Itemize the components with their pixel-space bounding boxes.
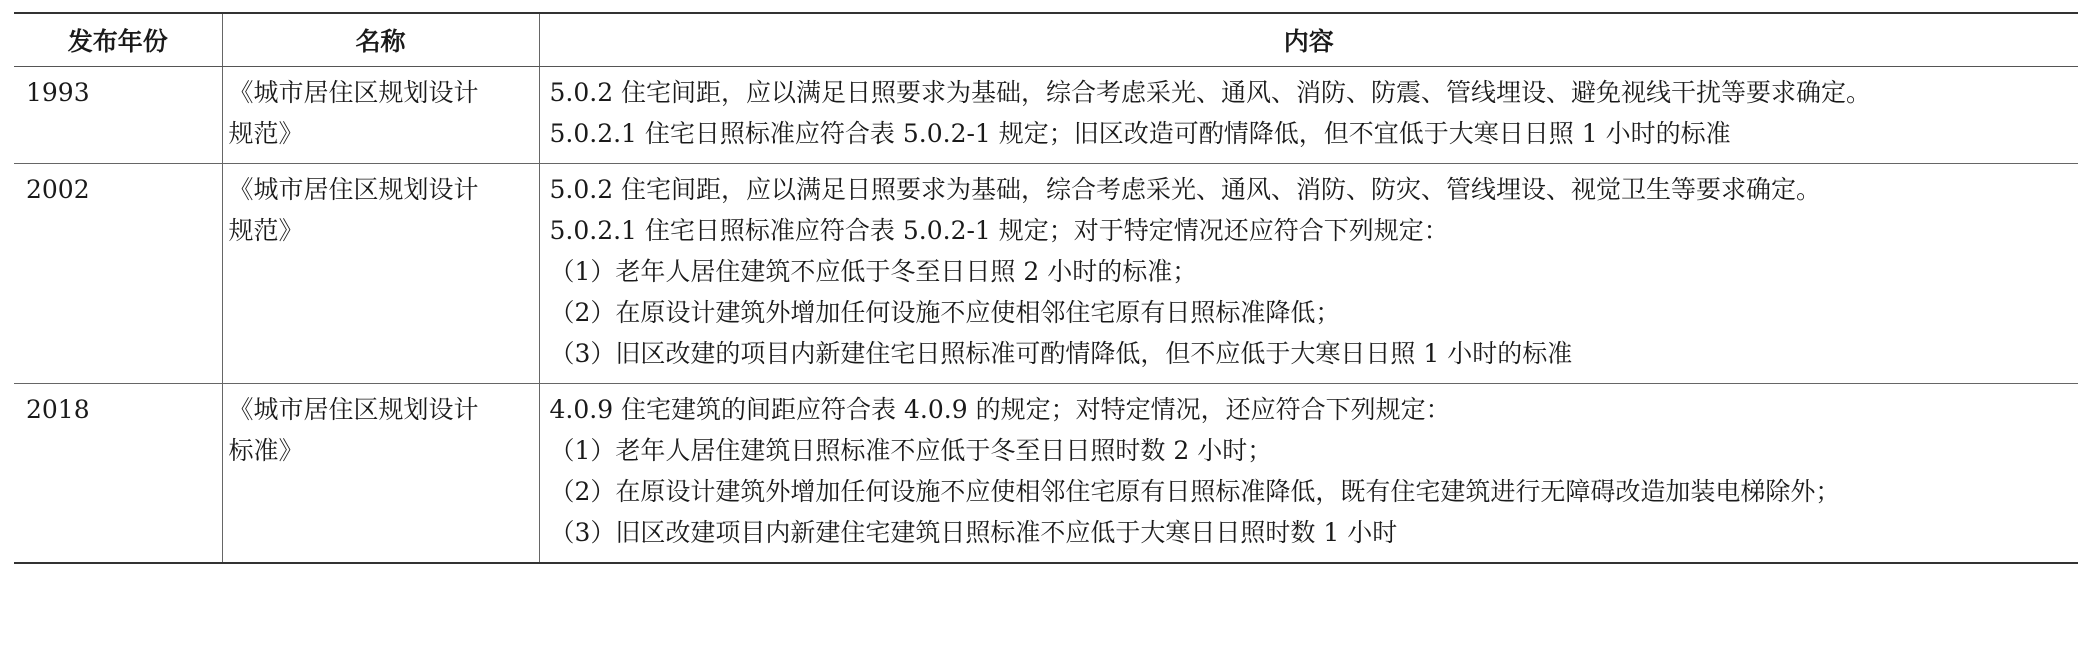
name-line: 规范》: [228, 216, 304, 245]
content-line: （2）在原设计建筑外增加任何设施不应使相邻住宅原有日照标准降低；: [549, 298, 1341, 327]
table-row: [14, 164, 2078, 384]
cell-year: [14, 384, 222, 564]
content-line: 5.0.2 住宅间距，应以满足日照要求为基础，综合考虑采光、通风、消防、防灾、管线埋设、视觉卫生等要求确定。: [549, 175, 1822, 204]
header-year: 发布年份: [14, 13, 222, 67]
content-line: （2）在原设计建筑外增加任何设施不应使相邻住宅原有日照标准降低，既有住宅建筑进行无障碍改造加装电梯除外；: [549, 477, 1841, 506]
content-line: 5.0.2.1 住宅日照标准应符合表 5.0.2-1 规定；对于特定情况还应符合下列规定：: [549, 216, 1449, 245]
table-row: [14, 67, 2078, 164]
cell-content: [539, 384, 2078, 564]
content-line: 4.0.9 住宅建筑的间距应符合表 4.0.9 的规定；对特定情况，还应符合下列规定：: [549, 395, 1451, 424]
name-line: 标准》: [228, 436, 304, 465]
cell-name: [222, 164, 539, 384]
content-line: （3）旧区改建的项目内新建住宅日照标准可酌情降低，但不应低于大寒日日照 1 小时的标准: [549, 339, 1573, 368]
year-value: 2018: [26, 395, 90, 424]
cell-name: [222, 67, 539, 164]
regulation-table: [14, 12, 2078, 564]
cell-content: [539, 164, 2078, 384]
cell-name: [222, 384, 539, 564]
name-line: 规范》: [228, 119, 304, 148]
header-content: 内容: [539, 13, 2078, 67]
table-header-row: [14, 13, 2078, 67]
cell-year: [14, 67, 222, 164]
year-value: 1993: [26, 78, 90, 107]
cell-content: [539, 67, 2078, 164]
name-line: 《城市居住区规划设计: [228, 78, 479, 107]
name-line: 《城市居住区规划设计: [228, 395, 479, 424]
cell-year: [14, 164, 222, 384]
content-line: 5.0.2 住宅间距，应以满足日照要求为基础，综合考虑采光、通风、消防、防震、管线埋设、避免视线干扰等要求确定。: [549, 78, 1872, 107]
content-line: （1）老年人居住建筑日照标准不应低于冬至日日照时数 2 小时；: [549, 436, 1273, 465]
content-line: 5.0.2.1 住宅日照标准应符合表 5.0.2-1 规定；旧区改造可酌情降低，但不宜低于大寒日日照 1 小时的标准: [549, 119, 1731, 148]
content-line: （1）老年人居住建筑不应低于冬至日日照 2 小时的标准；: [549, 257, 1198, 286]
header-name: 名称: [222, 13, 539, 67]
table-row: [14, 384, 2078, 564]
content-line: （3）旧区改建项目内新建住宅建筑日照标准不应低于大寒日日照时数 1 小时: [549, 518, 1398, 547]
name-line: 《城市居住区规划设计: [228, 175, 479, 204]
year-value: 2002: [26, 175, 90, 204]
